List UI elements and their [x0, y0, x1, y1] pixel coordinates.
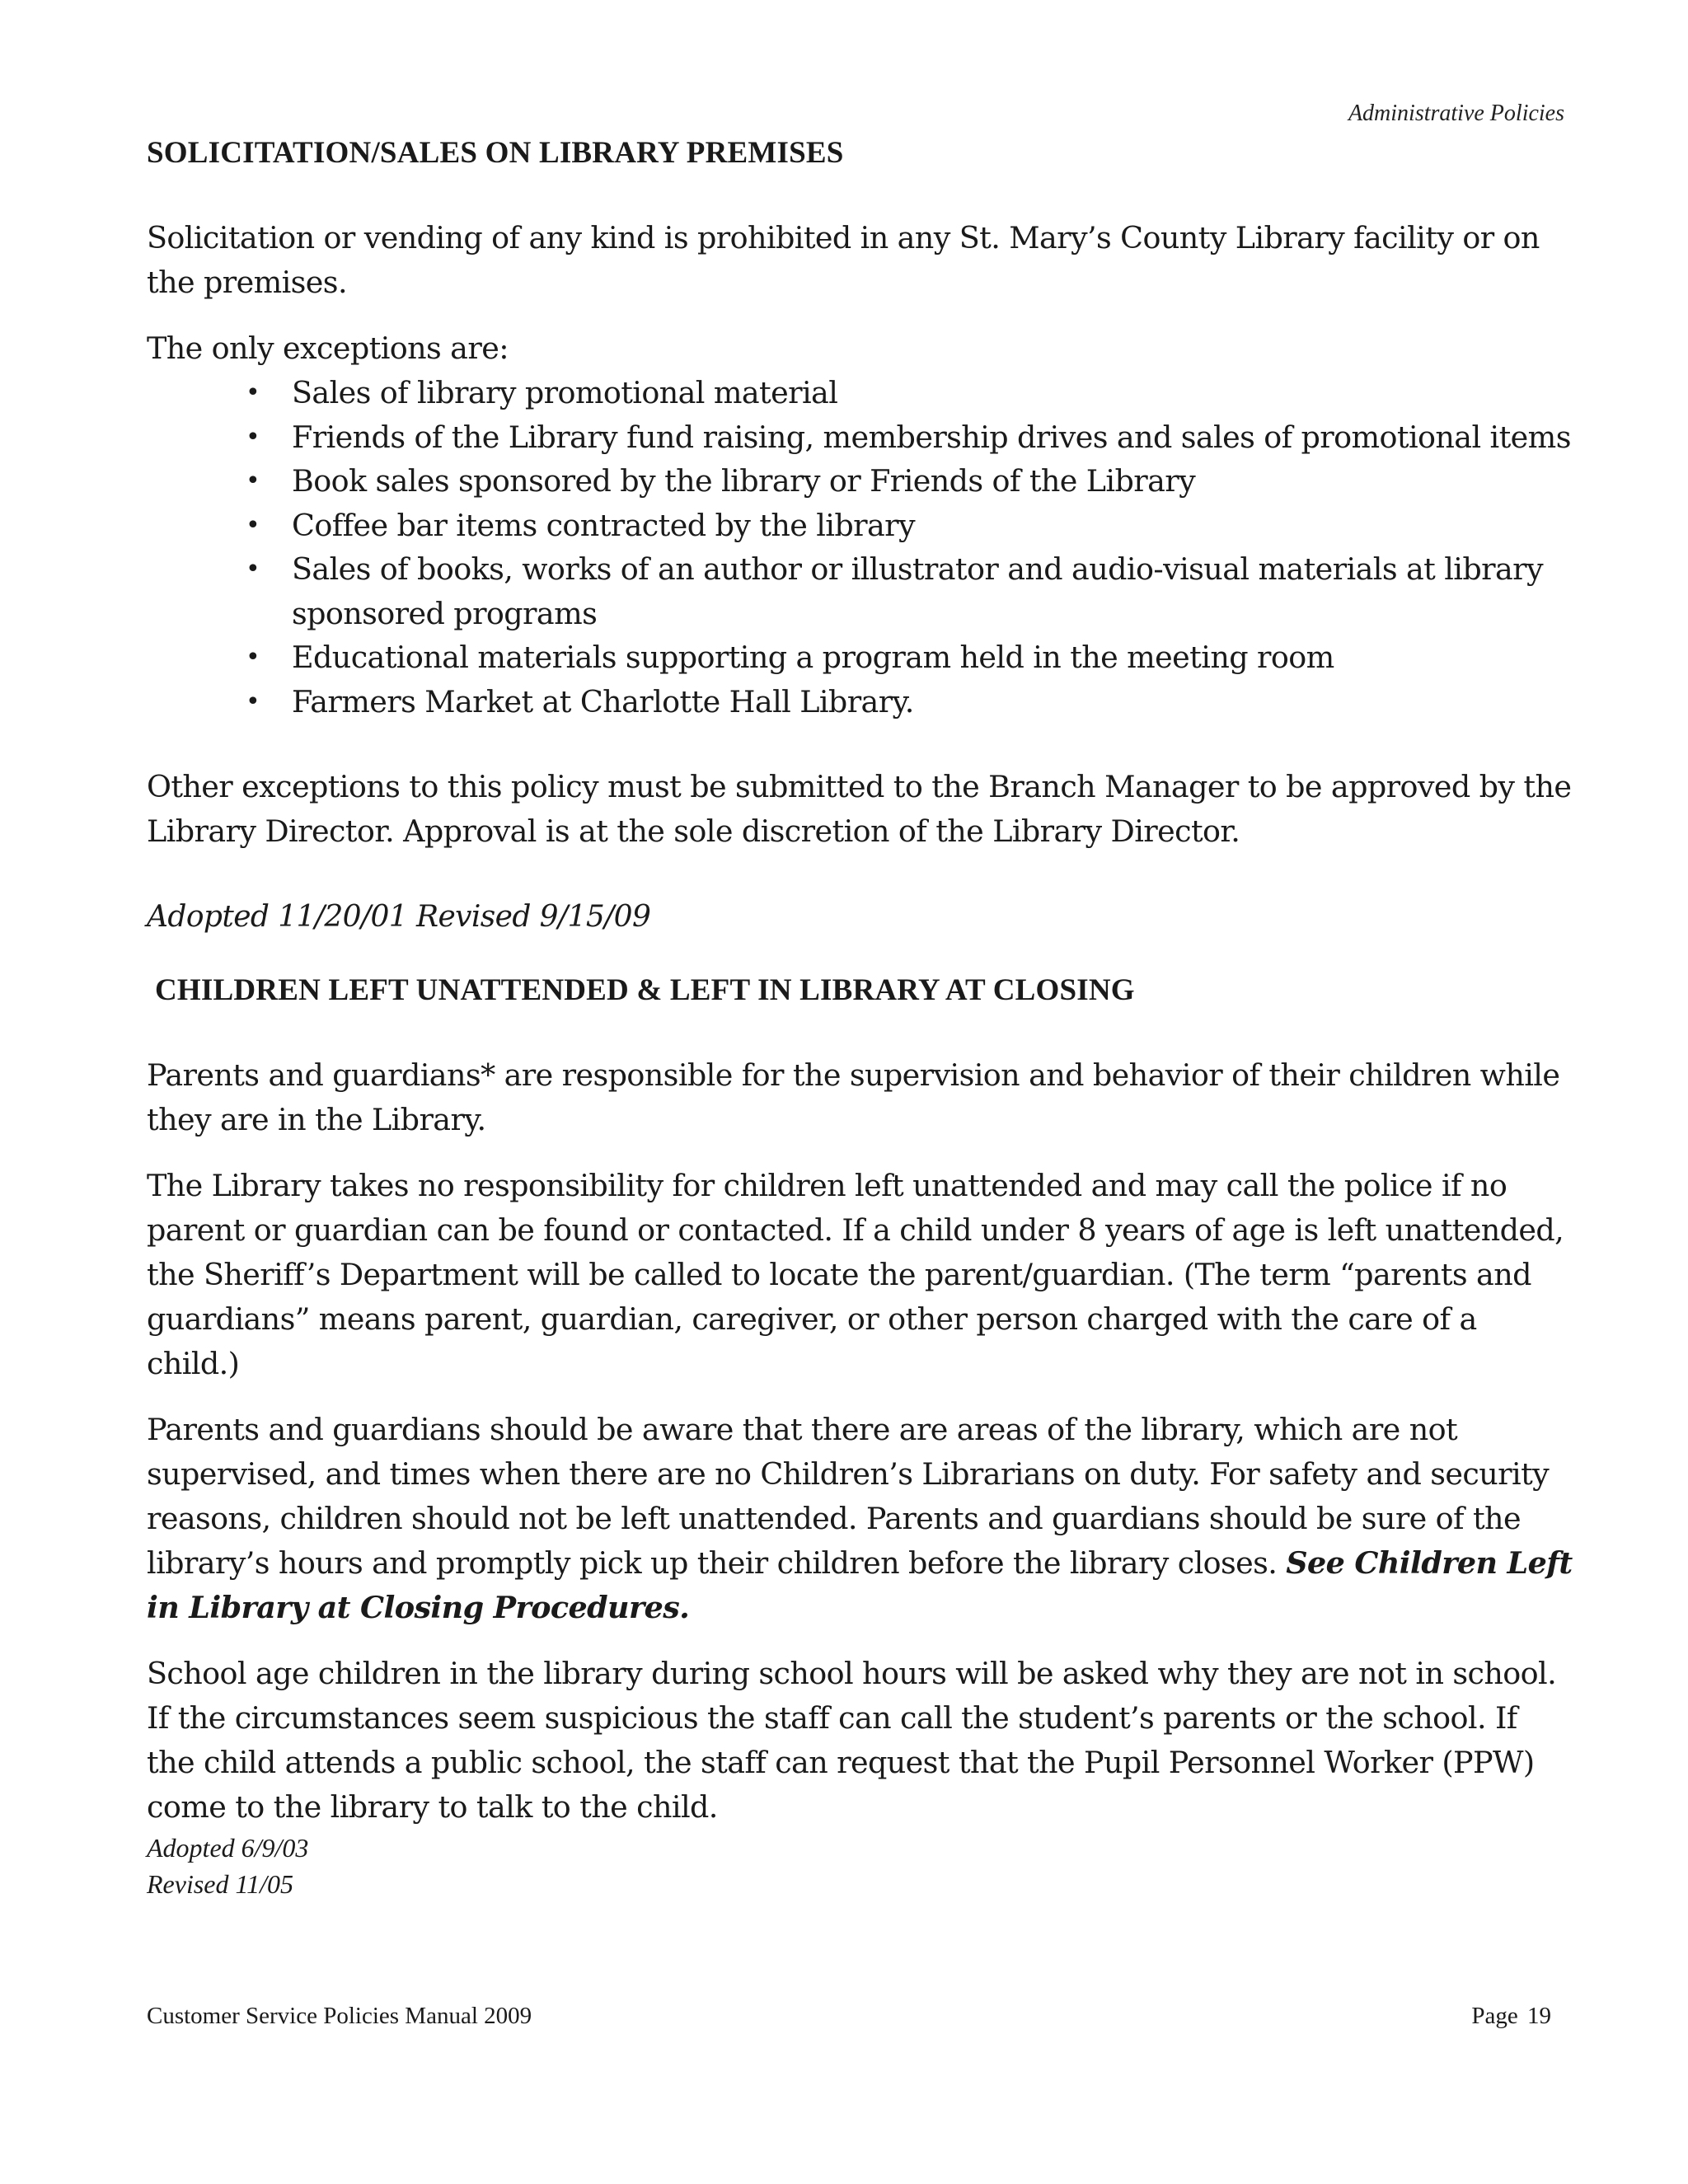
- supervision-paragraph: Parents and guardians* are responsible for the supervision and behavior of their children while they are in the Library.: [147, 1057, 1560, 1137]
- bullet-icon: •: [246, 466, 260, 495]
- procedures-reference: See Children Left in Library at Closing Procedures.: [147, 1545, 1573, 1625]
- unattended-text: Parents and guardians should be aware that there are areas of the library, which are not supervised, and times when there are no Children’s Librarians on duty. For safety and security reasons, children should not be left unattended. Parents and guardians should be sure of the library’s hours and promptly pick up their children before the library closes.: [147, 1412, 1550, 1581]
- adopted-note-children: Adopted 6/9/03: [147, 1833, 309, 1863]
- other-exceptions-paragraph: Other exceptions to this policy must be submitted to the Branch Manager to be approved by the Library Director. Approval is at the sole discretion of the Library Director.: [147, 769, 1572, 849]
- list-item: [246, 504, 1573, 548]
- list-item-text: Sales of library promotional material: [292, 375, 838, 410]
- list-item: [246, 680, 1573, 724]
- list-item: [246, 459, 1573, 504]
- list-item-text: Book sales sponsored by the library or Friends of the Library: [292, 463, 1196, 499]
- list-item-text: Friends of the Library fund raising, membership drives and sales of promotional items: [292, 419, 1571, 455]
- section-title-solicitation: SOLICITATION/SALES ON LIBRARY PREMISES: [147, 136, 844, 170]
- list-item: [246, 371, 1573, 415]
- bullet-icon: •: [246, 422, 260, 452]
- unattended-paragraph: [147, 1408, 1573, 1630]
- list-item: [246, 547, 1573, 635]
- solicitation-paragraph: Solicitation or vending of any kind is prohibited in any St. Mary’s County Library facility or on the premises.: [147, 220, 1540, 300]
- bullet-icon: •: [246, 555, 260, 583]
- list-item-text: Coffee bar items contracted by the library: [292, 507, 916, 543]
- responsibility-paragraph: The Library takes no responsibility for children left unattended and may call the police if no parent or guardian can be found or contacted. If a child under 8 years of age is left unattended, the Sheriff’s Department will be called to locate the parent/guardian. (The term “parents and guardians” means parent, guardian, caregiver, or other person charged with the care of a child.): [147, 1168, 1564, 1381]
- footer-page-number: Page 19: [1471, 2003, 1551, 2029]
- list-item-text: Sales of books, works of an author or illustrator and audio-visual materials at library sponsored programs: [292, 551, 1543, 631]
- exceptions-list: [147, 371, 1573, 724]
- list-item-text: Farmers Market at Charlotte Hall Library.: [292, 683, 914, 719]
- revised-note-children: Revised 11/05: [147, 1869, 294, 1899]
- bullet-icon: •: [246, 643, 260, 672]
- list-item: [246, 415, 1573, 460]
- adopted-note-solicitation: Adopted 11/20/01 Revised 9/15/09: [147, 900, 651, 934]
- bullet-icon: •: [246, 687, 260, 716]
- bullet-icon: •: [246, 510, 260, 540]
- school-hours-paragraph: School age children in the library during school hours will be asked why they are not in school. If the circumstances seem suspicious the staff can call the student’s parents or the school. If the child attends a public school, the staff can request that the Pupil Personnel Worker (PPW) come to the library to talk to the child.: [147, 1656, 1557, 1825]
- exceptions-intro: The only exceptions are:: [147, 330, 509, 366]
- list-item-text: Educational materials supporting a program held in the meeting room: [292, 640, 1334, 675]
- bullet-icon: •: [246, 378, 260, 407]
- list-item: [246, 635, 1573, 680]
- running-header: Administrative Policies: [1348, 101, 1564, 126]
- page-content: [147, 132, 1573, 1902]
- footer-manual-title: Customer Service Policies Manual 2009: [147, 2003, 532, 2029]
- section-title-children: CHILDREN LEFT UNATTENDED & LEFT IN LIBRARY AT CLOSING: [155, 973, 1135, 1007]
